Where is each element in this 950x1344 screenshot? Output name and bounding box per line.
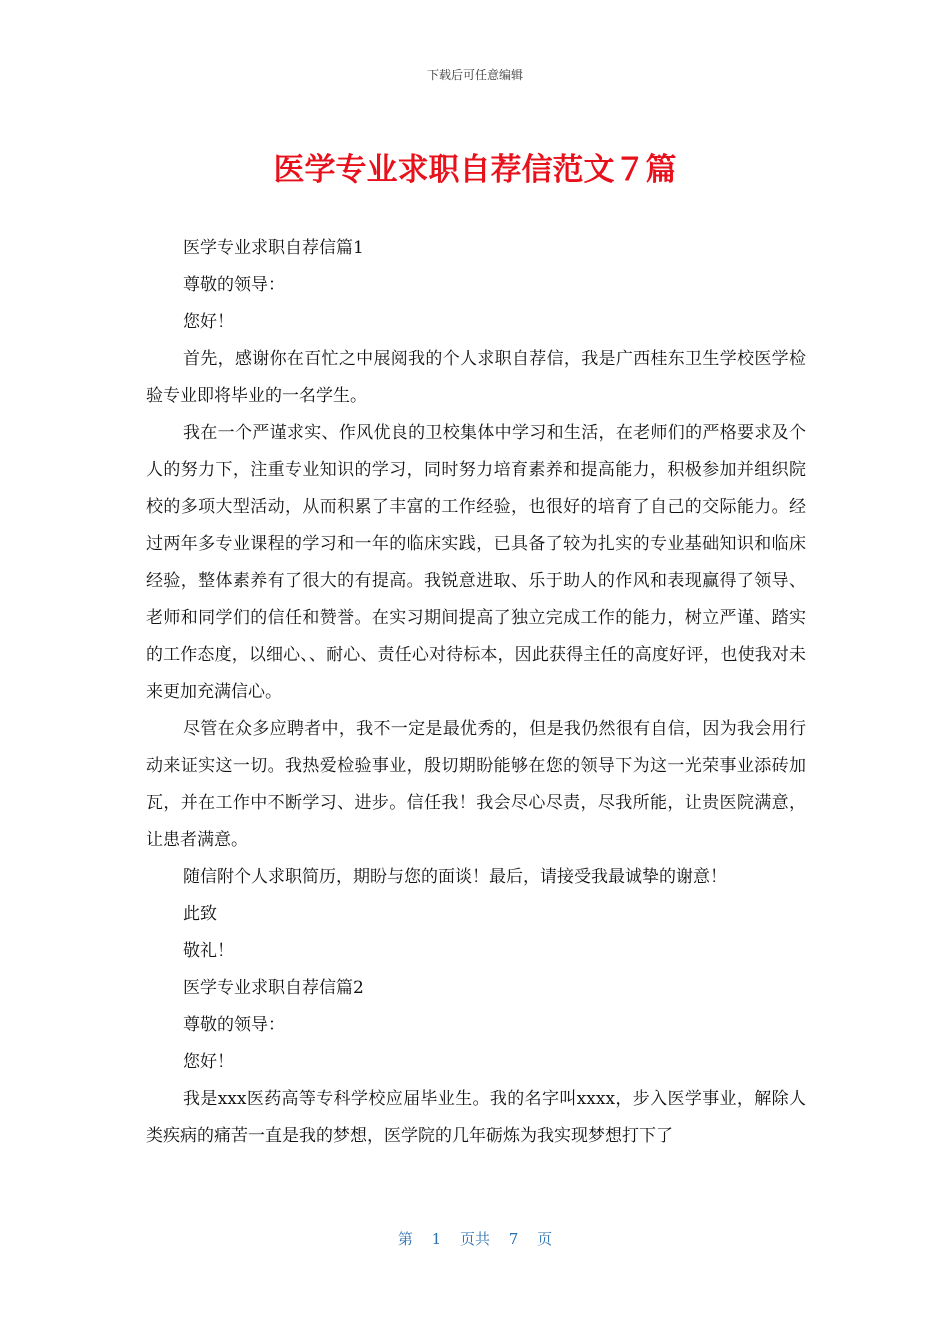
greeting: 您好！ xyxy=(183,1052,234,1072)
document-title: 医学专业求职自荐信范文７篇 xyxy=(273,152,677,188)
body-paragraph: 尽管在众多应聘者中，我不一定是最优秀的，但是我仍然很有自信，因为我会用行动来证实这一切。我热爱检验事业，殷切期盼能够在您的领导下为这一光荣事业添砖加瓦，并在工作中不断学习、进步。信任我！我会尽心尽责，尽我所能，让贵医院满意，让患者满意。 xyxy=(146,719,806,850)
section-heading-1: 医学专业求职自荐信篇1 xyxy=(183,238,364,258)
document-body xyxy=(146,230,806,1155)
body-paragraph: 我是xxx医药高等专科学校应届毕业生。我的名字叫xxxx，步入医学事业，解除人类疾病的痛苦一直是我的梦想，医学院的几年砺炼为我实现梦想打下了 xyxy=(146,1089,806,1146)
body-paragraph: 随信附个人求职简历，期盼与您的面谈！最后，请接受我最诚挚的谢意！ xyxy=(183,867,727,887)
salutation: 尊敬的领导： xyxy=(183,1015,285,1035)
section-heading-2: 医学专业求职自荐信篇2 xyxy=(183,978,364,998)
page-footer: 第 1 页共 7 页 xyxy=(397,1230,553,1248)
closing-regards: 敬礼！ xyxy=(183,941,234,961)
closing: 此致 xyxy=(183,904,217,924)
greeting: 您好！ xyxy=(183,312,234,332)
page-header: 下载后可任意编辑 xyxy=(426,68,523,82)
salutation: 尊敬的领导： xyxy=(183,275,285,295)
body-paragraph: 我在一个严谨求实、作风优良的卫校集体中学习和生活，在老师们的严格要求及个人的努力下，注重专业知识的学习，同时努力培育素养和提高能力，积极参加并组织院校的多项大型活动，从而积累了丰富的工作经验，也很好的培育了自己的交际能力。经过两年多专业课程的学习和一年的临床实践，已具备了较为扎实的专业基础知识和临床经验，整体素养有了很大的有提高。我锐意进取、乐于助人的作风和表现赢得了领导、老师和同学们的信任和赞誉。在实习期间提高了独立完成工作的能力，树立严谨、踏实的工作态度，以细心、、耐心、责任心对待标本，因此获得主任的高度好评，也使我对未来更加充满信心。 xyxy=(146,423,806,702)
body-paragraph: 首先，感谢你在百忙之中展阅我的个人求职自荐信，我是广西桂东卫生学校医学检验专业即将毕业的一名学生。 xyxy=(146,349,806,406)
